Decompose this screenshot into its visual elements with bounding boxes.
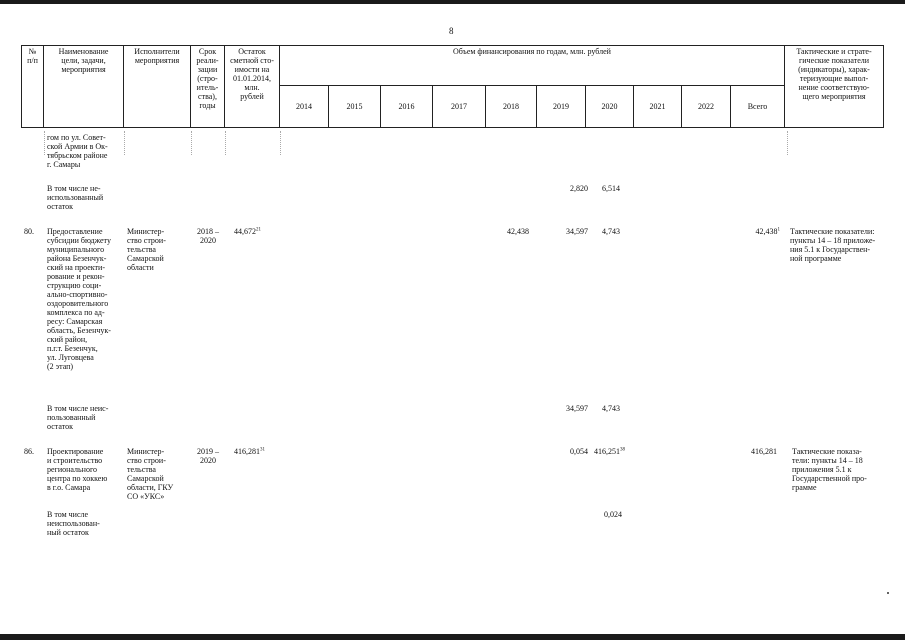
sub1-2020: 6,514: [602, 184, 620, 193]
year-2021: 2021: [634, 85, 682, 127]
unused-balance-label: В том числе неис- пользованный остаток: [47, 404, 109, 431]
item-term: 2019 – 2020: [197, 447, 219, 465]
column-guide: [124, 131, 125, 155]
item-executor: Министер- ство строи- тельства Самарской области, ГКУ СО «УКС»: [127, 447, 174, 501]
item-2019: 34,597: [566, 227, 588, 236]
item-2020: 416,251$^{38}$: [594, 447, 625, 456]
sub1-2019: 2,820: [570, 184, 588, 193]
item-balance: 44,672$^{21}$: [234, 227, 261, 236]
item-term: 2018 – 2020: [197, 227, 219, 245]
header-num: № п/п: [22, 46, 44, 128]
column-guide: [44, 131, 45, 155]
item-2020: 4,743: [602, 227, 620, 236]
scan-speck: [887, 592, 889, 594]
year-2015: 2015: [329, 85, 381, 127]
year-2019: 2019: [537, 85, 586, 127]
item-indicators: Тактические показа- тели: пункты 14 – 18 приложения 5.1 к Государственной про- грамме: [792, 447, 867, 492]
year-total: Всего: [731, 85, 785, 127]
row-number: 80.: [24, 227, 34, 236]
item-name: Проектирование и строительство регионального центра по хоккею в г.о. Самара: [47, 447, 108, 492]
item-2018: 42,438: [507, 227, 529, 236]
column-guide: [787, 131, 788, 155]
year-2022: 2022: [682, 85, 731, 127]
continued-item-name: гом по ул. Совет- ской Армии в Ок- тябрьском районе г. Самары: [47, 133, 108, 169]
scan-top-border: [0, 0, 905, 4]
header-executors: Исполнители мероприятия: [124, 46, 191, 128]
column-guide: [225, 131, 226, 155]
scan-bottom-border: [0, 634, 905, 640]
year-2014: 2014: [280, 85, 329, 127]
column-guide: [280, 131, 281, 155]
column-guide: [191, 131, 192, 155]
header-name: Наименование цели, задачи, мероприятия: [44, 46, 124, 128]
table-header: [21, 45, 884, 128]
item-total: 42,438$^1$: [755, 227, 780, 236]
item-name: Предоставление субсидии бюджету муниципального района Безенчук- ский на проекти- рование и рекон- струкцию соци- ально-спортивно- оздоровительного комплекса по ад- ресу: Самарская область, Безенчук- ский район, п.г.т. Безенчук, ул. Луговцева (2 этап): [47, 227, 111, 371]
year-2018: 2018: [486, 85, 537, 127]
year-2020: 2020: [586, 85, 634, 127]
header-indicators: Тактические и страте- гические показатели (индикаторы), харак- теризующие выпол- нение соответствую- щего мероприятия: [785, 46, 884, 128]
header-balance: Остаток сметной сто- имости на 01.01.2014, млн. рублей: [225, 46, 280, 128]
year-2016: 2016: [381, 85, 433, 127]
item-indicators: Тактические показатели: пункты 14 – 18 приложе- ния 5.1 к Государствен- ной программе: [790, 227, 876, 263]
row-number: 86.: [24, 447, 34, 456]
item-2019: 0,054: [570, 447, 588, 456]
unused-balance-label: В том числе не- использованный остаток: [47, 184, 104, 211]
item-balance: 416,281$^{31}$: [234, 447, 265, 456]
unused-balance-label: В том числе неиспользован- ный остаток: [47, 510, 100, 537]
header-term: Срок реали- зации (стро- итель- ства), годы: [191, 46, 225, 128]
header-financing: Объем финансирования по годам, млн. рублей: [280, 46, 785, 86]
page-number: 8: [449, 26, 454, 36]
item-total: 416,281: [751, 447, 777, 456]
sub3-2020: 0,024: [604, 510, 622, 519]
sub2-2020: 4,743: [602, 404, 620, 413]
year-2017: 2017: [433, 85, 486, 127]
item-executor: Министер- ство строи- тельства Самарской области: [127, 227, 166, 272]
sub2-2019: 34,597: [566, 404, 588, 413]
